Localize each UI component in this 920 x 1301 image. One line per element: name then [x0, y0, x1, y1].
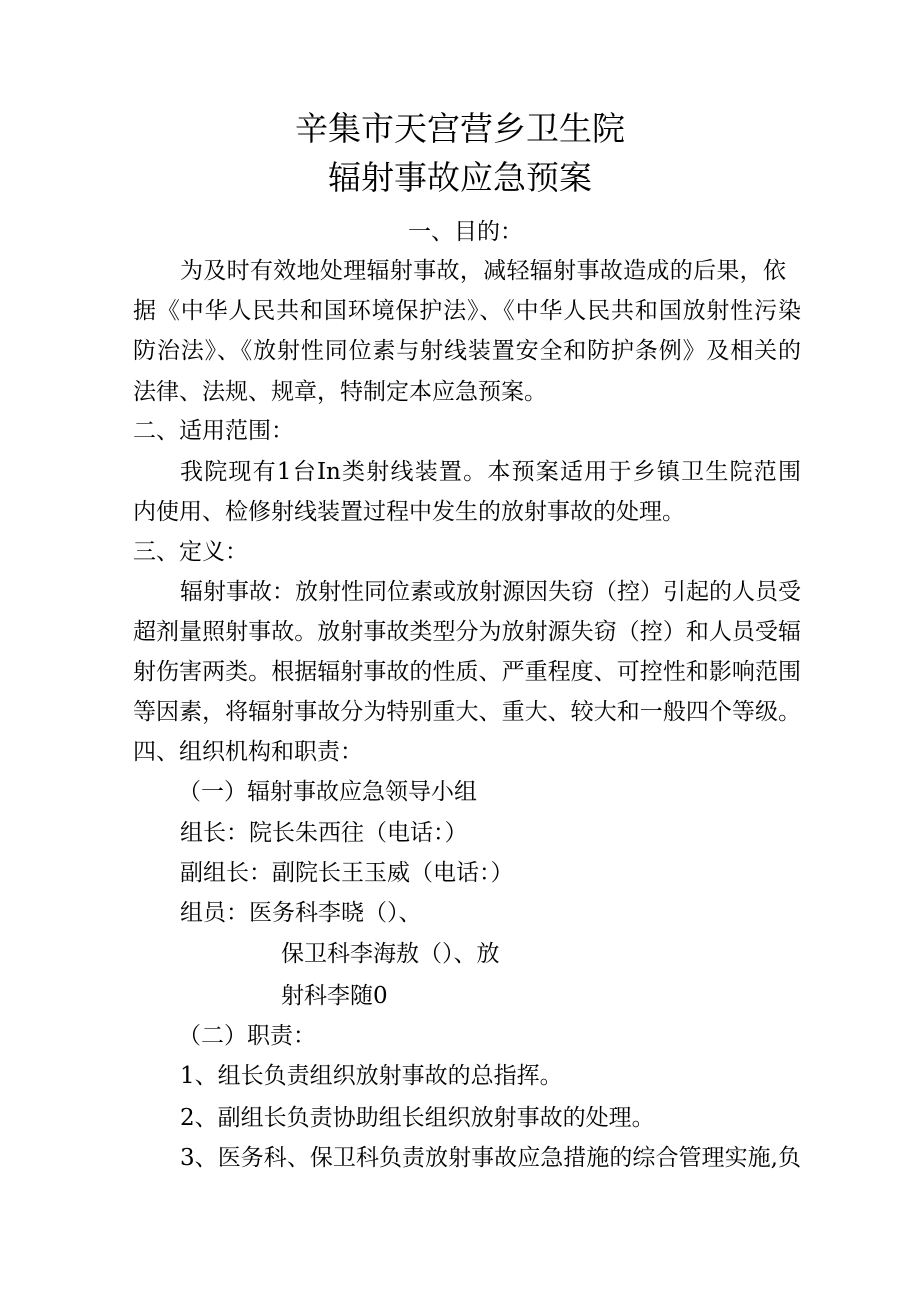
duty-item: 2、副组长负责协助组长组织放射事故的处理。: [180, 1105, 655, 1131]
section-1-text-line: 法律、法规、规章，特制定本应急预案。: [133, 379, 547, 405]
deputy-leader-line: 副组长：副院长王玉威（电话：）: [180, 860, 514, 886]
members-line: 保卫科李海敖（）、放: [281, 941, 500, 967]
section-1-text-line: 为及时有效地处理辐射事故，减轻辐射事故造成的后果，依: [180, 258, 786, 284]
members-line: 射科李随0: [281, 983, 388, 1009]
section-3-heading: 三、定义：: [133, 539, 248, 565]
subsection-1-heading: （一）辐射事故应急领导小组: [178, 779, 477, 805]
duty-item: 1、组长负责组织放射事故的总指挥。: [180, 1063, 563, 1089]
section-3-text-line: 等因素，将辐射事故分为特别重大、重大、较大和一般四个等级。: [133, 699, 801, 725]
title-line-2: 辐射事故应急预案: [328, 158, 592, 197]
section-1-text-line: 防治法》、《放射性同位素与射线装置安全和防护条例》及相关的: [133, 338, 801, 364]
members-line: 组员：医务科李晓（）、: [180, 900, 422, 926]
leader-line: 组长：院长朱西往（电话：）: [180, 820, 468, 846]
section-1-text-line: 据《中华人民共和国环境保护法》、《中华人民共和国放射性污染: [133, 298, 801, 324]
section-3-text-line: 辐射事故：放射性同位素或放射源因失窃（控）引起的人员受: [180, 579, 801, 605]
section-3-text-line: 射伤害两类。根据辐射事故的性质、严重程度、可控性和影响范围: [133, 659, 801, 685]
section-3-text-line: 超剂量照射事故。放射事故类型分为放射源失窃（控）和人员受辐: [133, 619, 801, 645]
section-4-heading: 四、组织机构和职责：: [133, 739, 363, 765]
section-2-text-line: 内使用、检修射线装置过程中发生的放射事故的处理。: [133, 499, 685, 525]
section-2-heading: 二、适用范围：: [133, 418, 294, 444]
title-line-1: 辛集市天宫营乡卫生院: [295, 109, 625, 148]
subsection-2-heading: （二）职责：: [178, 1023, 316, 1049]
duty-item: 3、医务科、保卫科负责放射事故应急措施的综合管理实施,负: [180, 1145, 801, 1171]
section-2-text-line: 我院现有1台In类射线装置。本预案适用于乡镇卫生院范围: [180, 459, 801, 485]
section-1-heading: 一、目的：: [408, 219, 523, 245]
